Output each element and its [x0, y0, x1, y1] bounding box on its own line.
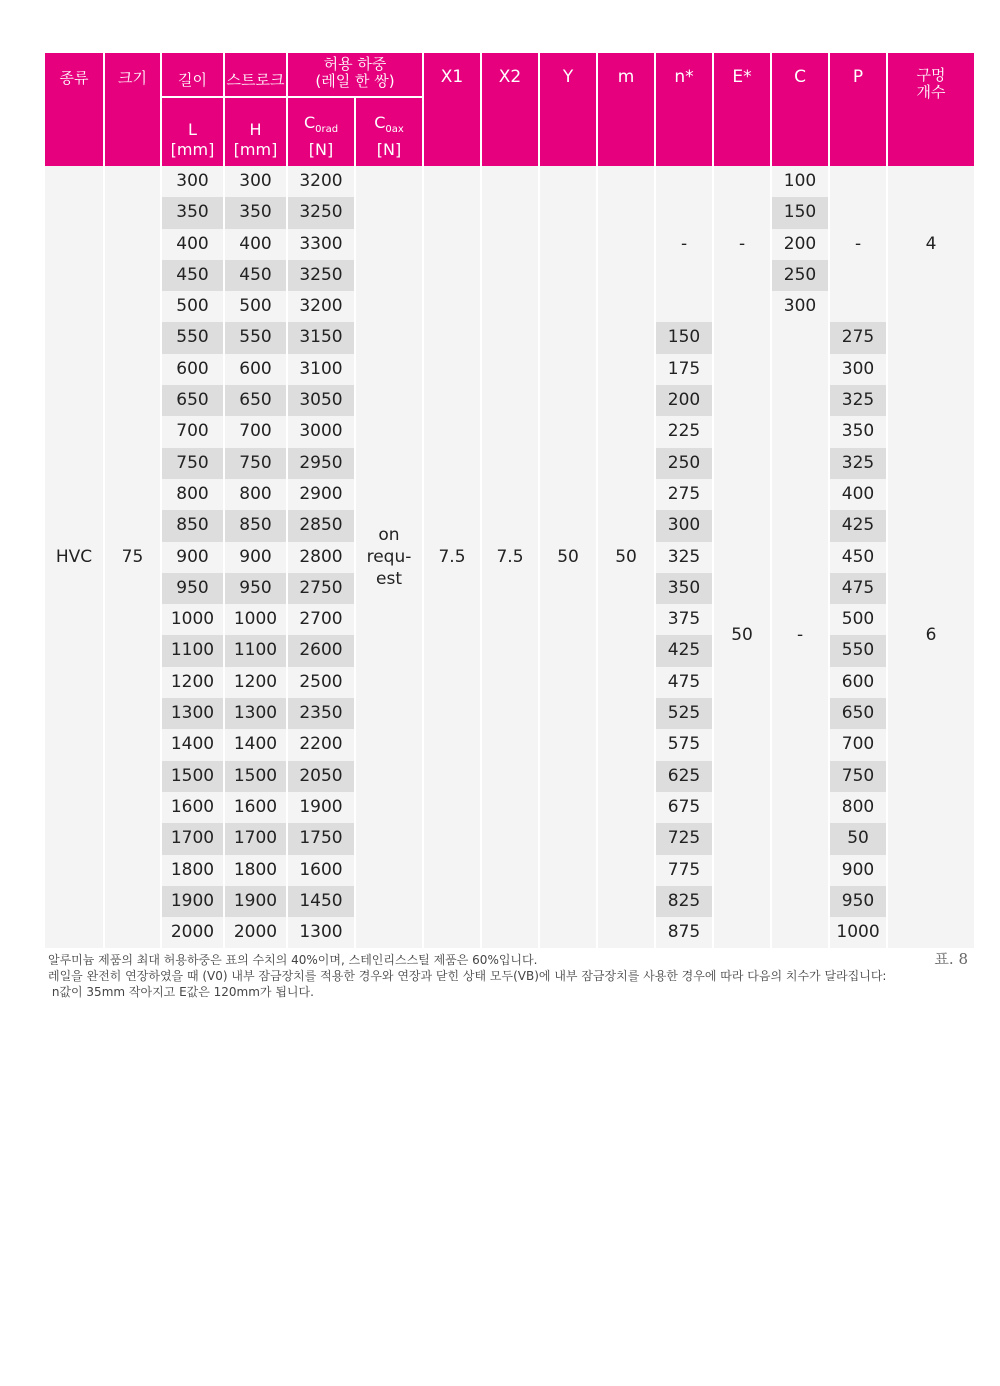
spec-table: [43, 53, 976, 948]
cell-stroke: 550: [225, 322, 286, 353]
header-holes: [888, 53, 974, 166]
cell-length: 1200: [162, 667, 223, 698]
header-length: 길이: [162, 53, 223, 96]
header-c0rad-unit: [N]: [308, 140, 334, 159]
header-y: Y: [540, 53, 596, 166]
header-p: P: [830, 53, 886, 166]
cell-c0rad: 3250: [288, 197, 354, 228]
cell-n: 575: [656, 729, 712, 760]
cell-c0rad: 2700: [288, 604, 354, 635]
cell-c: 200: [772, 229, 828, 260]
cell-c0rad: 1600: [288, 855, 354, 886]
header-load-subtitle: (레일 한 쌍): [315, 72, 395, 90]
cell-c: 250: [772, 260, 828, 291]
cell-p: 275: [830, 322, 886, 353]
cell-length: 1300: [162, 698, 223, 729]
cell-length: 550: [162, 322, 223, 353]
cell-n: 350: [656, 573, 712, 604]
cell-p: 475: [830, 573, 886, 604]
cell-stroke: 1900: [225, 886, 286, 917]
cell-length: 1000: [162, 604, 223, 635]
cell-c0rad: 3150: [288, 322, 354, 353]
cell-stroke: 1300: [225, 698, 286, 729]
cell-stroke: 1400: [225, 729, 286, 760]
cell-n: 675: [656, 792, 712, 823]
header-length-symbol: L: [188, 120, 197, 139]
cell-p: 950: [830, 886, 886, 917]
cell-p: 550: [830, 635, 886, 666]
cell-c: 150: [772, 197, 828, 228]
cell-c0rad: 3200: [288, 166, 354, 197]
cell-n: 625: [656, 761, 712, 792]
header-holes-line2: 개수: [916, 83, 946, 101]
cell-n: 525: [656, 698, 712, 729]
cell-length: 950: [162, 573, 223, 604]
cell-c0ax-line1: on: [378, 525, 400, 546]
cell-c0ax-line3: est: [376, 569, 402, 590]
cell-stroke: 750: [225, 448, 286, 479]
cell-c0rad: 1750: [288, 823, 354, 854]
cell-n: 425: [656, 635, 712, 666]
header-c0ax-unit: [N]: [376, 140, 402, 159]
cell-stroke: 350: [225, 197, 286, 228]
cell-p: 650: [830, 698, 886, 729]
cell-stroke: 500: [225, 291, 286, 322]
cell-stroke: 850: [225, 510, 286, 541]
cell-m: 50: [598, 166, 654, 948]
cell-p: 750: [830, 761, 886, 792]
cell-stroke: 300: [225, 166, 286, 197]
cell-c0rad: 1300: [288, 917, 354, 948]
cell-stroke: 1500: [225, 761, 286, 792]
cell-n-group1: -: [656, 166, 712, 322]
cell-length: 800: [162, 479, 223, 510]
cell-stroke: 950: [225, 573, 286, 604]
footnote-3: n값이 35mm 작아지고 E값은 120mm가 됩니다.: [48, 985, 314, 999]
cell-y: 50: [540, 166, 596, 948]
cell-stroke: 1000: [225, 604, 286, 635]
header-load: [288, 53, 422, 96]
cell-n: 775: [656, 855, 712, 886]
cell-stroke: 1100: [225, 635, 286, 666]
cell-length: 450: [162, 260, 223, 291]
header-type: 종류: [45, 53, 103, 166]
cell-x2: 7.5: [482, 166, 538, 948]
cell-p: 600: [830, 667, 886, 698]
header-holes-line1: 구멍: [916, 66, 946, 84]
cell-n: 300: [656, 510, 712, 541]
cell-n: 375: [656, 604, 712, 635]
cell-stroke: 2000: [225, 917, 286, 948]
cell-c0rad: 2750: [288, 573, 354, 604]
cell-c0rad: 2800: [288, 542, 354, 573]
cell-stroke: 450: [225, 260, 286, 291]
header-length-mm: [mm]: [170, 140, 215, 159]
header-c0ax-subscript: 0ax: [385, 124, 404, 135]
cell-n: 200: [656, 385, 712, 416]
cell-n: 175: [656, 354, 712, 385]
cell-n: 825: [656, 886, 712, 917]
cell-c0ax: [356, 166, 422, 948]
cell-n: 875: [656, 917, 712, 948]
header-load-title: 허용 하중: [323, 55, 387, 73]
cell-p: 800: [830, 792, 886, 823]
cell-stroke: 600: [225, 354, 286, 385]
header-c0rad-subscript: 0rad: [315, 124, 339, 135]
cell-c0rad: 2200: [288, 729, 354, 760]
header-c0ax: [356, 96, 422, 166]
cell-c: 300: [772, 291, 828, 322]
cell-p: 500: [830, 604, 886, 635]
cell-p: 900: [830, 855, 886, 886]
cell-stroke: 650: [225, 385, 286, 416]
cell-p: 300: [830, 354, 886, 385]
cell-length: 1100: [162, 635, 223, 666]
cell-length: 400: [162, 229, 223, 260]
cell-p: 450: [830, 542, 886, 573]
cell-p: 325: [830, 385, 886, 416]
cell-p: 50: [830, 823, 886, 854]
cell-c0rad: 2850: [288, 510, 354, 541]
table-row: [45, 166, 974, 197]
cell-c0rad: 1450: [288, 886, 354, 917]
cell-c0rad: 3050: [288, 385, 354, 416]
cell-e-group1: -: [714, 166, 770, 322]
cell-length: 1900: [162, 886, 223, 917]
cell-n: 250: [656, 448, 712, 479]
cell-p: 400: [830, 479, 886, 510]
cell-n: 475: [656, 667, 712, 698]
cell-p: 700: [830, 729, 886, 760]
cell-length: 1400: [162, 729, 223, 760]
cell-stroke: 1700: [225, 823, 286, 854]
cell-size: 75: [105, 166, 160, 948]
header-stroke-symbol: H: [249, 120, 262, 139]
cell-c0rad: 2350: [288, 698, 354, 729]
footnotes: [48, 952, 886, 1000]
cell-p-group1: -: [830, 166, 886, 322]
header-c0rad-symbol: C: [303, 112, 316, 132]
cell-c0rad: 3200: [288, 291, 354, 322]
table-number: 표. 8: [934, 950, 968, 968]
cell-c0rad: 3100: [288, 354, 354, 385]
header-x1: X1: [424, 53, 480, 166]
cell-length: 1600: [162, 792, 223, 823]
cell-c0rad: 2950: [288, 448, 354, 479]
cell-c0rad: 2900: [288, 479, 354, 510]
table-body: [45, 166, 974, 948]
cell-c0rad: 1900: [288, 792, 354, 823]
cell-type: HVC: [45, 166, 103, 948]
spec-table-container: [45, 53, 970, 948]
cell-length: 1700: [162, 823, 223, 854]
cell-length: 850: [162, 510, 223, 541]
cell-stroke: 800: [225, 479, 286, 510]
cell-length: 2000: [162, 917, 223, 948]
footnote-2: 레일을 완전히 연장하였을 때 (V0) 내부 잠금장치를 적용한 경우와 연장과 닫힌 상태 모두(VB)에 내부 잠금장치를 사용한 경우에 따라 다음의 치수가 달라집니다:: [48, 969, 887, 983]
header-stroke: 스트로크: [225, 53, 286, 96]
cell-stroke: 1600: [225, 792, 286, 823]
header-stroke-unit: [225, 96, 286, 166]
table-header: [45, 53, 974, 166]
cell-c0ax-line2: requ-: [366, 547, 412, 568]
cell-stroke: 700: [225, 416, 286, 447]
cell-x1: 7.5: [424, 166, 480, 948]
cell-holes-group1: 4: [888, 166, 974, 322]
cell-c0rad: 3300: [288, 229, 354, 260]
cell-length: 1800: [162, 855, 223, 886]
cell-n: 225: [656, 416, 712, 447]
cell-p: 1000: [830, 917, 886, 948]
cell-p: 425: [830, 510, 886, 541]
cell-length: 750: [162, 448, 223, 479]
cell-p: 350: [830, 416, 886, 447]
cell-n: 325: [656, 542, 712, 573]
cell-n: 725: [656, 823, 712, 854]
cell-length: 350: [162, 197, 223, 228]
cell-stroke: 900: [225, 542, 286, 573]
cell-length: 1500: [162, 761, 223, 792]
cell-p: 325: [830, 448, 886, 479]
cell-c0rad: 2600: [288, 635, 354, 666]
cell-stroke: 1200: [225, 667, 286, 698]
cell-e-group2: 50: [714, 322, 770, 948]
header-size: 크기: [105, 53, 160, 166]
cell-n: 150: [656, 322, 712, 353]
cell-holes-group2: 6: [888, 322, 974, 948]
cell-length: 300: [162, 166, 223, 197]
cell-c: 100: [772, 166, 828, 197]
cell-stroke: 400: [225, 229, 286, 260]
cell-n: 275: [656, 479, 712, 510]
header-e: E*: [714, 53, 770, 166]
cell-length: 700: [162, 416, 223, 447]
cell-stroke: 1800: [225, 855, 286, 886]
cell-c0rad: 2500: [288, 667, 354, 698]
header-length-unit: [162, 96, 223, 166]
header-x2: X2: [482, 53, 538, 166]
footnote-1: 알루미늄 제품의 최대 허용하중은 표의 수치의 40%이며, 스테인리스스틸 제품은 60%입니다.: [48, 953, 538, 967]
cell-length: 500: [162, 291, 223, 322]
cell-length: 900: [162, 542, 223, 573]
cell-length: 600: [162, 354, 223, 385]
cell-c-group2: -: [772, 322, 828, 948]
cell-length: 650: [162, 385, 223, 416]
header-c: C: [772, 53, 828, 166]
header-c0ax-symbol: C: [374, 112, 386, 132]
header-m: m: [598, 53, 654, 166]
cell-c0rad: 3250: [288, 260, 354, 291]
header-n: n*: [656, 53, 712, 166]
cell-c0rad: 3000: [288, 416, 354, 447]
header-c0rad: [288, 96, 354, 166]
header-stroke-mm: [mm]: [233, 140, 278, 159]
cell-c0rad: 2050: [288, 761, 354, 792]
